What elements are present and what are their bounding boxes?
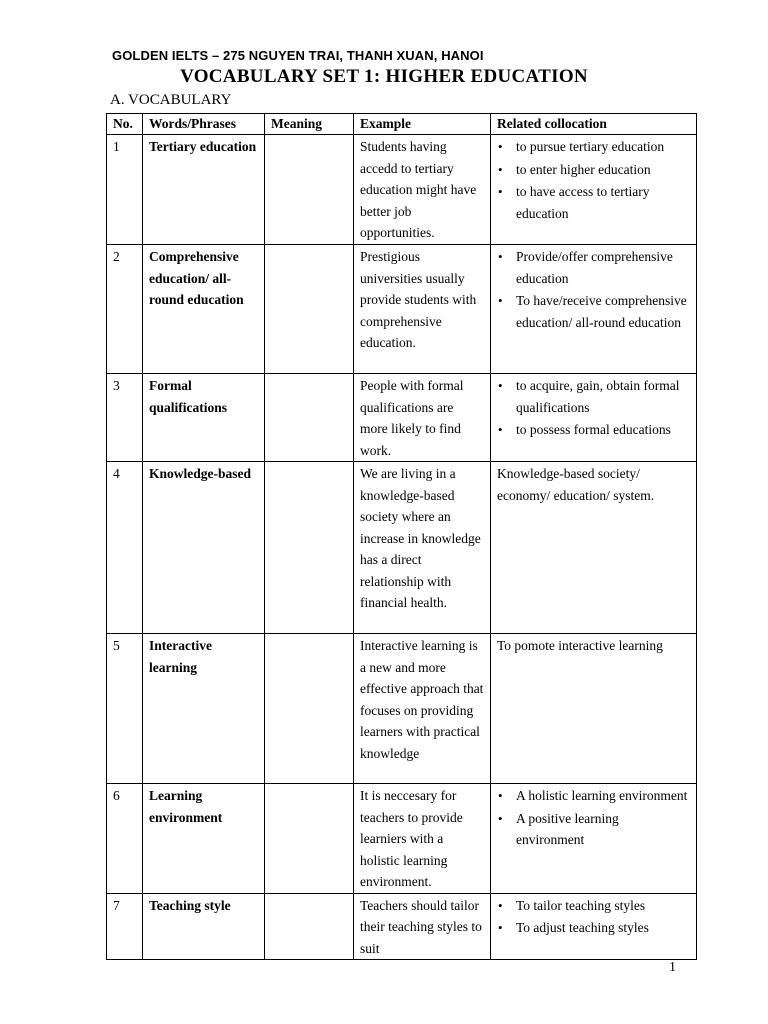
section-heading: A. VOCABULARY xyxy=(110,92,232,108)
row-number: 6 xyxy=(107,784,143,894)
collocation-item: • to pursue tertiary education xyxy=(497,136,690,158)
column-header-no: No. xyxy=(107,114,143,135)
meaning-cell xyxy=(265,462,354,634)
collocation-item: • To tailor teaching styles xyxy=(497,895,690,917)
word-phrase: Teaching style xyxy=(143,893,265,960)
table-header-row xyxy=(107,114,697,135)
meaning-cell xyxy=(265,374,354,462)
example-cell: Teachers should tailor their teaching styles to suit xyxy=(354,893,491,960)
page-number: 1 xyxy=(669,960,676,975)
row-number: 1 xyxy=(107,135,143,245)
collocation-cell xyxy=(491,135,697,245)
collocation-cell xyxy=(491,784,697,894)
example-cell: Prestigious universities usually provide students with comprehensive education. xyxy=(354,245,491,374)
word-phrase: Knowledge-based xyxy=(143,462,265,634)
table-row xyxy=(107,135,697,245)
collocation-cell xyxy=(491,374,697,462)
collocation-cell: To pomote interactive learning xyxy=(491,634,697,784)
row-number: 7 xyxy=(107,893,143,960)
collocation-item: • to have access to tertiary education xyxy=(497,181,690,224)
document-header: GOLDEN IELTS – 275 NGUYEN TRAI, THANH XUAN, HANOI xyxy=(112,48,484,63)
collocation-item: • to acquire, gain, obtain formal qualifications xyxy=(497,375,690,418)
example-cell: We are living in a knowledge-based society where an increase in knowledge has a direct relationship with financial health. xyxy=(354,462,491,634)
collocation-item: • To have/receive comprehensive education/ all-round education xyxy=(497,290,690,333)
word-phrase: Comprehensive education/ all-round education xyxy=(143,245,265,374)
row-number: 4 xyxy=(107,462,143,634)
example-cell: It is neccesary for teachers to provide learniers with a holistic learning environment. xyxy=(354,784,491,894)
word-phrase: Formal qualifications xyxy=(143,374,265,462)
table-row xyxy=(107,462,697,634)
vocabulary-table xyxy=(106,113,697,960)
meaning-cell xyxy=(265,135,354,245)
row-number: 5 xyxy=(107,634,143,784)
table-row xyxy=(107,374,697,462)
collocation-item: • To adjust teaching styles xyxy=(497,917,690,939)
column-header-example: Example xyxy=(354,114,491,135)
meaning-cell xyxy=(265,245,354,374)
collocation-item: • Provide/offer comprehensive education xyxy=(497,246,690,289)
example-cell: Interactive learning is a new and more effective approach that focuses on providing learners with practical knowledge xyxy=(354,634,491,784)
word-phrase: Tertiary education xyxy=(143,135,265,245)
table-row xyxy=(107,245,697,374)
column-header-words: Words/Phrases xyxy=(143,114,265,135)
meaning-cell xyxy=(265,893,354,960)
example-cell: Students having accedd to tertiary education might have better job opportunities. xyxy=(354,135,491,245)
collocation-item: • to possess formal educations xyxy=(497,419,690,441)
meaning-cell xyxy=(265,784,354,894)
collocation-cell xyxy=(491,245,697,374)
word-phrase: Interactive learning xyxy=(143,634,265,784)
example-cell: People with formal qualifications are more likely to find work. xyxy=(354,374,491,462)
collocation-item: • to enter higher education xyxy=(497,159,690,181)
collocation-cell xyxy=(491,893,697,960)
meaning-cell xyxy=(265,634,354,784)
table-row xyxy=(107,784,697,894)
collocation-item: • A holistic learning environment xyxy=(497,785,690,807)
column-header-meaning: Meaning xyxy=(265,114,354,135)
row-number: 3 xyxy=(107,374,143,462)
table-row xyxy=(107,634,697,784)
table-row xyxy=(107,893,697,960)
document-title: VOCABULARY SET 1: HIGHER EDUCATION xyxy=(180,66,588,87)
row-number: 2 xyxy=(107,245,143,374)
collocation-item: • A positive learning environment xyxy=(497,808,690,851)
word-phrase: Learning environment xyxy=(143,784,265,894)
collocation-cell: Knowledge-based society/ economy/ education/ system. xyxy=(491,462,697,634)
column-header-collocation: Related collocation xyxy=(491,114,697,135)
